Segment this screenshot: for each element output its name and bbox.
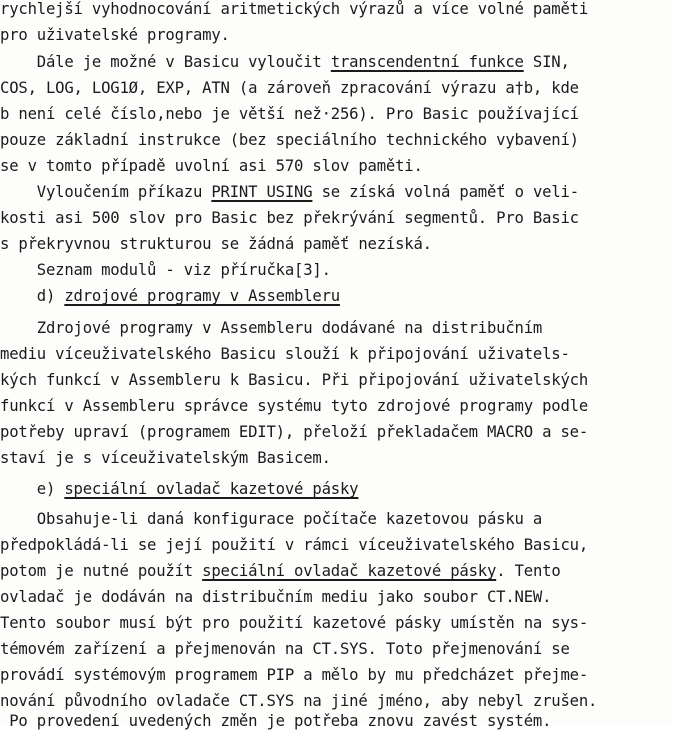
- text-line: Zdrojové programy v Assembleru dodávané na distribučním: [0, 319, 543, 337]
- text-line: provádí systémovým programem PIP a mělo by mu předcházet přejme-: [0, 666, 589, 684]
- text-line: kosti asi 500 slov pro Basic bez překrývání segmentů. Pro Basic: [0, 209, 579, 227]
- text-line: témovém zařízení a přejmenován na CT.SYS. Toto přejmenování se: [0, 640, 570, 658]
- text-line: Dále je možné v Basicu vyloučit transcendentní funkce SIN,: [0, 53, 570, 71]
- text-line: pouze základní instrukce (bez speciálního technického vybavení): [0, 131, 579, 149]
- text-line: Vyloučením příkazu PRINT USING se získá volná paměť o veli-: [0, 183, 579, 201]
- underlined-phrase: speciální ovladač kazetové pásky: [64, 480, 359, 498]
- text-line: Tento soubor musí být pro použití kazetové pásky umístěn na sys-: [0, 614, 589, 632]
- text-line: COS, LOG, LOG1Ø, EXP, ATN (a zároveň zpracování výrazu a†b, kde: [0, 79, 579, 97]
- text-line: předpokládá-li se její použití v rámci víceuživatelského Basicu,: [0, 536, 589, 554]
- text-line: potřeby upraví (programem EDIT), přeloží překladačem MACRO a se-: [0, 423, 589, 441]
- section-heading-d: d) zdrojové programy v Assembleru: [0, 287, 340, 305]
- underlined-phrase: PRINT USING: [211, 183, 313, 201]
- text-line: staví je s víceuživatelským Basicem.: [0, 449, 331, 467]
- text-line: ovladač je dodáván na distribučním mediu jako soubor CT.NEW.: [0, 588, 552, 606]
- underlined-phrase: speciální ovladač kazetové pásky: [202, 562, 497, 580]
- text-line: pro uživatelské programy.: [0, 26, 230, 44]
- underlined-phrase: transcendentní funkce: [330, 53, 524, 71]
- text-line: Obsahuje-li daná konfigurace počítače kazetovou pásku a: [0, 510, 543, 528]
- section-heading-e: e) speciální ovladač kazetové pásky: [0, 480, 359, 498]
- text-line: s překryvnou strukturou se žádná paměť nezíská.: [0, 235, 432, 253]
- text-line: se v tomto případě uvolní asi 570 slov paměti.: [0, 157, 423, 175]
- text-line: b není celé číslo,nebo je větší než·256). Pro Basic používající: [0, 105, 579, 123]
- text-line: rychlejší vyhodnocování aritmetických výrazů a více volné paměti: [0, 0, 589, 18]
- text-line: funkcí v Assembleru správce systému tyto zdrojové programy podle: [0, 397, 589, 415]
- text-line: kých funkcí v Assembleru k Basicu. Při připojování uživatelských: [0, 371, 589, 389]
- text-line: mediu víceuživatelského Basicu slouží k připojování uživatels-: [0, 345, 570, 363]
- underlined-phrase: zdrojové programy v Assembleru: [64, 287, 340, 305]
- text-line: potom je nutné použít speciální ovladač kazetové pásky. Tento: [0, 562, 561, 580]
- text-line: Po provedení uvedených změn je potřeba znovu zavést systém.: [0, 712, 552, 730]
- text-line: nování původního ovladače CT.SYS na jiné jméno, aby nebyl zrušen.: [0, 692, 598, 710]
- text-line: Seznam modulů - viz příručka[3].: [0, 261, 331, 279]
